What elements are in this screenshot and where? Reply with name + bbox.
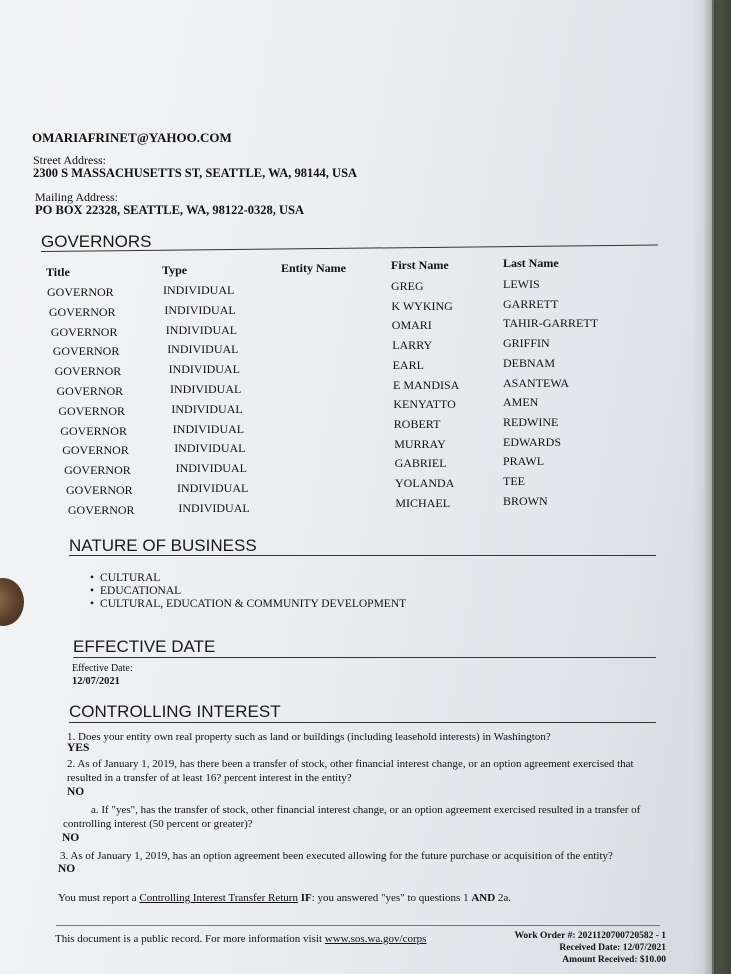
list-item: • CULTURAL, EDUCATION & COMMUNITY DEVELOPMENT bbox=[90, 598, 406, 611]
col-header-last-name: Last Name bbox=[503, 256, 559, 270]
cell-type: INDIVIDUAL bbox=[163, 283, 235, 297]
controlling-interest-transfer-return-link[interactable]: Controlling Interest Transfer Return bbox=[139, 892, 298, 904]
cell-last: PRAWL bbox=[503, 454, 545, 469]
question-2: 2. As of January 1, 2019, has there been a transfer of stock, other financial interest change, or an option agreement exercised that resulted in a transfer of at least 16? percent interest in the entity? bbox=[67, 758, 634, 784]
controlling-divider bbox=[69, 722, 656, 723]
cell-last: EDWARDS bbox=[503, 434, 562, 449]
cell-last: TAHIR-GARRETT bbox=[503, 316, 599, 331]
work-order-number: Work Order #: 2021120700720582 - 1 bbox=[514, 931, 666, 941]
street-address-label: Street Address: bbox=[33, 153, 106, 167]
cell-title: GOVERNOR bbox=[52, 344, 120, 359]
cell-title: GOVERNOR bbox=[54, 364, 122, 379]
cell-last: LEWIS bbox=[503, 277, 540, 291]
cell-title: GOVERNOR bbox=[47, 285, 114, 299]
cell-type: INDIVIDUAL bbox=[175, 461, 247, 476]
answer-1: YES bbox=[67, 742, 90, 754]
report-notice: You must report a Controlling Interest Transfer Return IF: you answered "yes" to questions 1 AND 2a. bbox=[58, 892, 512, 904]
effective-date-label: Effective Date: bbox=[72, 663, 133, 674]
cell-first: LARRY bbox=[392, 338, 433, 353]
cell-type: INDIVIDUAL bbox=[168, 362, 240, 377]
cell-type: INDIVIDUAL bbox=[170, 382, 242, 396]
cell-title: GOVERNOR bbox=[56, 384, 124, 398]
cell-type: INDIVIDUAL bbox=[174, 441, 246, 456]
cell-type: INDIVIDUAL bbox=[178, 500, 250, 515]
cell-first: GREG bbox=[391, 279, 424, 293]
controlling-interest-heading: CONTROLLING INTEREST bbox=[69, 702, 281, 721]
sleeve-edge bbox=[692, 0, 714, 974]
col-header-entity-name: Entity Name bbox=[281, 261, 346, 275]
list-item: • EDUCATIONAL bbox=[90, 585, 406, 598]
amount-received: Amount Received: $10.00 bbox=[562, 955, 666, 965]
sos-website-link[interactable]: www.sos.wa.gov/corps bbox=[324, 933, 427, 945]
cell-title: GOVERNOR bbox=[62, 443, 129, 458]
street-address-value: 2300 S MASSACHUSETTS ST, SEATTLE, WA, 98144, USA bbox=[33, 166, 358, 180]
question-1: 1. Does your entity own real property such as land or buildings (including leasehold interests) in Washington? bbox=[67, 731, 551, 743]
cell-first: ROBERT bbox=[393, 416, 441, 431]
cell-first: OMARI bbox=[391, 318, 432, 333]
cell-type: INDIVIDUAL bbox=[171, 401, 243, 416]
cell-title: GOVERNOR bbox=[67, 502, 135, 517]
cell-title: GOVERNOR bbox=[64, 463, 131, 478]
footer-divider bbox=[56, 925, 660, 926]
mailing-address-label: Mailing Address: bbox=[35, 190, 118, 204]
nature-of-business-list bbox=[90, 572, 406, 611]
answer-2: NO bbox=[67, 786, 85, 798]
col-header-type: Type bbox=[162, 263, 188, 277]
cell-first: MURRAY bbox=[394, 436, 446, 451]
cell-last: TEE bbox=[503, 474, 525, 488]
cell-last: DEBNAM bbox=[503, 355, 556, 370]
cell-last: ASANTEWA bbox=[503, 375, 569, 390]
cell-last: BROWN bbox=[503, 493, 548, 508]
answer-2a: NO bbox=[62, 832, 80, 844]
cell-title: GOVERNOR bbox=[50, 324, 118, 339]
cell-last: GARRETT bbox=[503, 296, 559, 311]
effective-divider bbox=[73, 657, 656, 658]
email-address: OMARIAFRINET@YAHOO.COM bbox=[32, 130, 232, 145]
cell-title: GOVERNOR bbox=[48, 304, 116, 319]
mailing-address-value: PO BOX 22328, SEATTLE, WA, 98122-0328, USA bbox=[35, 203, 305, 217]
governors-heading: GOVERNORS bbox=[41, 232, 152, 251]
answer-3: NO bbox=[58, 863, 76, 875]
cell-first: EARL bbox=[392, 357, 424, 372]
nature-divider bbox=[69, 555, 656, 556]
work-order-block bbox=[470, 930, 666, 966]
cell-type: INDIVIDUAL bbox=[177, 481, 249, 495]
cell-first: MICHAEL bbox=[395, 495, 451, 510]
cell-title: GOVERNOR bbox=[58, 403, 126, 418]
received-date: Received Date: 12/07/2021 bbox=[559, 943, 666, 953]
cell-last: GRIFFIN bbox=[503, 336, 550, 351]
cell-title: GOVERNOR bbox=[60, 423, 127, 438]
question-3: 3. As of January 1, 2019, has an option agreement been executed allowing for the future purchase or acquisition of the entity? bbox=[60, 850, 613, 862]
effective-date-value: 12/07/2021 bbox=[72, 676, 120, 687]
cell-first: E MANDISA bbox=[393, 377, 460, 392]
cell-first: GABRIEL bbox=[394, 456, 447, 471]
cell-last: AMEN bbox=[503, 395, 539, 410]
col-header-title: Title bbox=[46, 265, 70, 279]
cell-last: REDWINE bbox=[503, 414, 559, 429]
cell-title: GOVERNOR bbox=[66, 483, 133, 497]
public-record-notice: This document is a public record. For more information visit www.sos.wa.gov/corps bbox=[55, 933, 427, 945]
cell-type: INDIVIDUAL bbox=[165, 322, 238, 337]
cell-first: KENYATTO bbox=[393, 397, 456, 412]
col-header-first-name: First Name bbox=[391, 258, 449, 272]
question-2a: a. If "yes", has the transfer of stock, other financial interest change, or an option agreement exercised resulted in a transfer of controlling interest (50 percent or greater)? bbox=[63, 804, 641, 830]
cell-type: INDIVIDUAL bbox=[167, 342, 239, 357]
list-item: • CULTURAL bbox=[90, 572, 406, 585]
cell-first: K WYKING bbox=[391, 298, 453, 313]
cell-type: INDIVIDUAL bbox=[164, 302, 236, 317]
nature-of-business-heading: NATURE OF BUSINESS bbox=[69, 536, 257, 555]
cell-type: INDIVIDUAL bbox=[172, 421, 245, 436]
cell-first: YOLANDA bbox=[395, 476, 455, 490]
effective-date-heading: EFFECTIVE DATE bbox=[73, 637, 216, 656]
